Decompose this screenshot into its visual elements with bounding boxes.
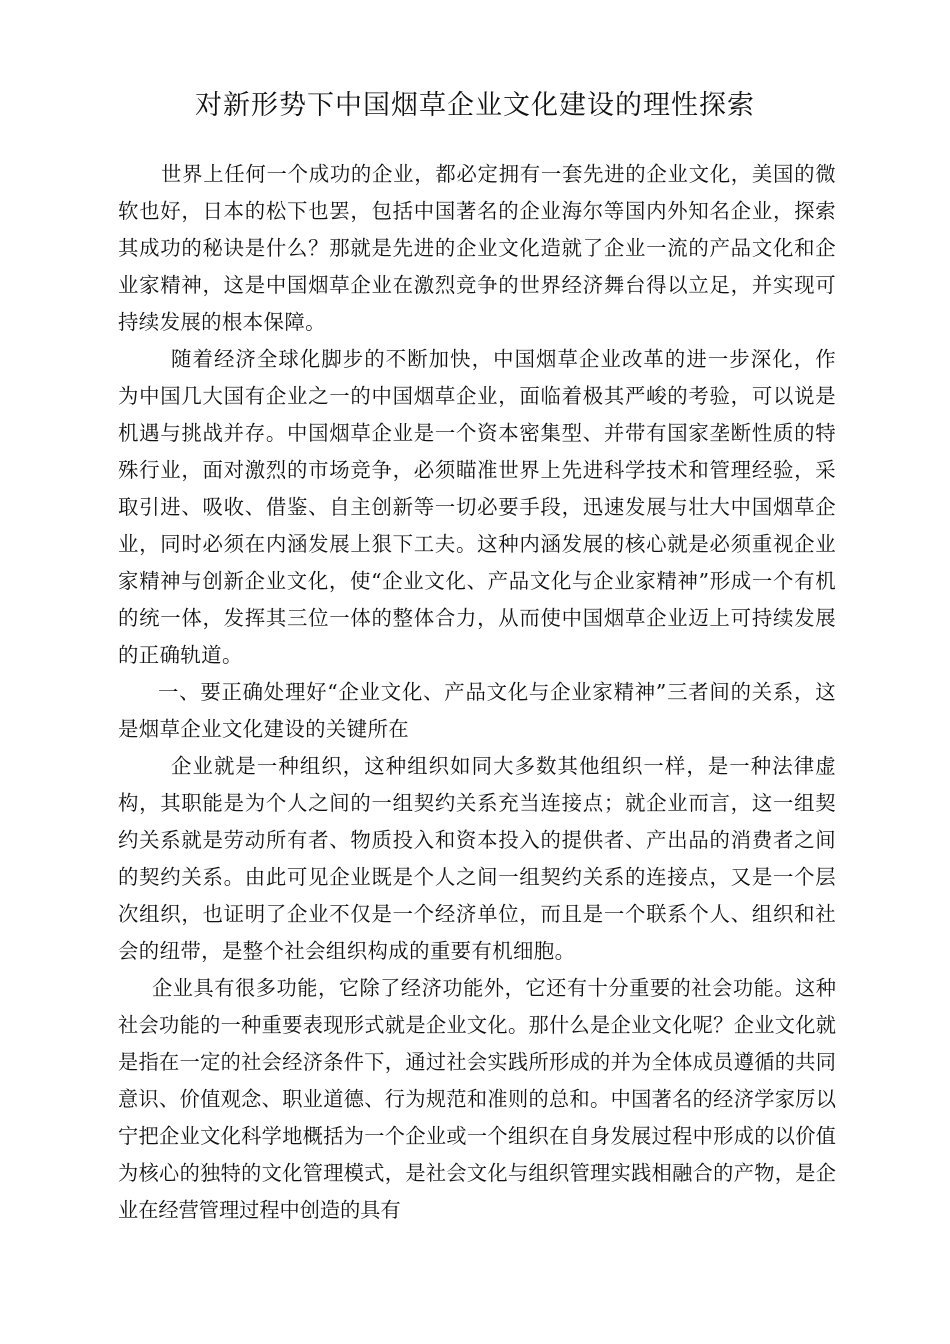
paragraph-intro: 世界上任何一个成功的企业，都必定拥有一套先进的企业文化，美国的微软也好，日本的松下也罢，包括中国著名的企业海尔等国内外知名企业，探索其成功的秘诀是什么？那就是先进的企业文化造就了企业一流的产品文化和企业家精神，这是中国烟草企业在激烈竞争的世界经济舞台得以立足，并实现可持续发展的根本保障。 <box>118 162 836 334</box>
document-body <box>118 156 836 1229</box>
paragraph-enterprise-organization: 企业就是一种组织，这种组织如同大多数其他组织一样，是一种法律虚构，其职能是为个人之间的一组契约关系充当连接点；就企业而言，这一组契约关系就是劳动所有者、物质投入和资本投入的提供者、产出品的消费者之间的契约关系。由此可见企业既是个人之间一组契约关系的连接点，又是一个层次组织，也证明了企业不仅是一个经济单位，而且是一个联系个人、组织和社会的纽带，是整个社会组织构成的重要有机细胞。 <box>118 754 836 963</box>
section-heading-one: 一、要正确处理好“企业文化、产品文化与企业家精神”三者间的关系，这是烟草企业文化建设的关键所在 <box>118 680 836 741</box>
paragraph-enterprise-culture: 企业具有很多功能，它除了经济功能外，它还有十分重要的社会功能。这种社会功能的一种重要表现形式就是企业文化。那什么是企业文化呢？企业文化就是指在一定的社会经济条件下，通过社会实践所形成的并为全体成员遵循的共同意识、价值观念、职业道德、行为规范和准则的总和。中国著名的经济学家厉以宁把企业文化科学地概括为一个企业或一个组织在自身发展过程中形成的以价值为核心的独特的文化管理模式，是社会文化与组织管理实践相融合的产物，是企业在经营管理过程中创造的具有 <box>118 976 836 1222</box>
document-title: 对新形势下中国烟草企业文化建设的理性探索 <box>195 90 755 121</box>
paragraph-globalization: 随着经济全球化脚步的不断加快，中国烟草企业改革的进一步深化，作为中国几大国有企业之一的中国烟草企业，面临着极其严峻的考验，可以说是机遇与挑战并存。中国烟草企业是一个资本密集型、并带有国家垄断性质的特殊行业，面对激烈的市场竞争，必须瞄准世界上先进科学技术和管理经验，采取引进、吸收、借鉴、自主创新等一切必要手段，迅速发展与壮大中国烟草企业，同时必须在内涵发展上狠下工夫。这种内涵发展的核心就是必须重视企业家精神与创新企业文化，使“企业文化、产品文化与企业家精神”形成一个有机的统一体，发挥其三位一体的整体合力，从而使中国烟草企业迈上可持续发展的正确轨道。 <box>118 347 836 667</box>
